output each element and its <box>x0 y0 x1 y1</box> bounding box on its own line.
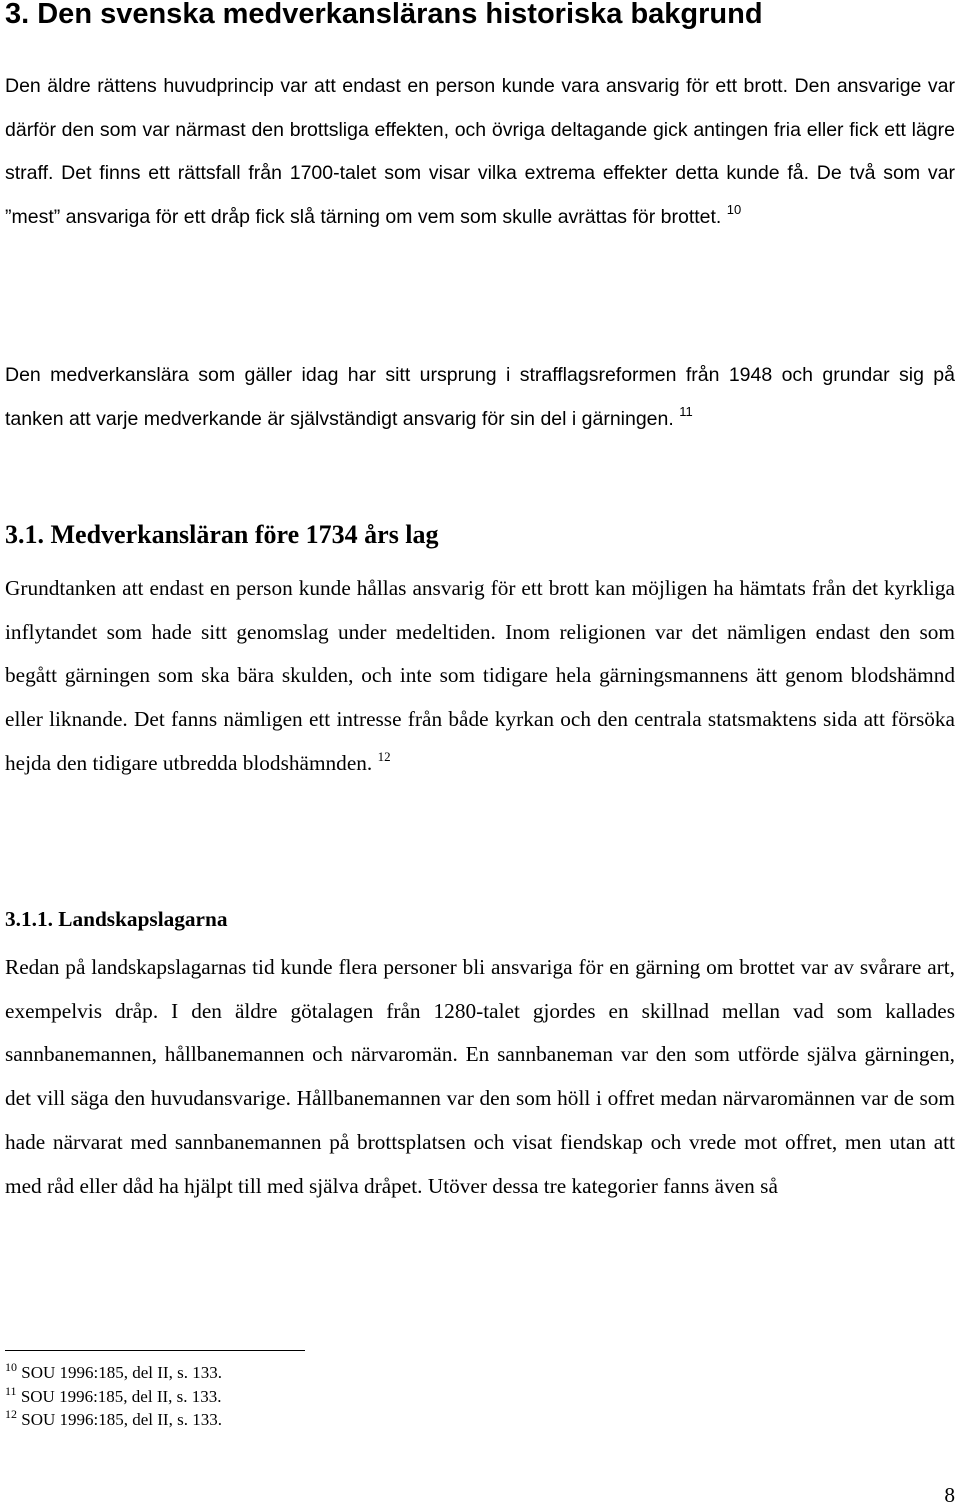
footnote-number: 11 <box>5 1383 17 1398</box>
footnote-item <box>5 1361 222 1385</box>
second-paragraph-text: Den medverkanslära som gäller idag har sitt ursprung i strafflagsreformen från 1948 och grundar sig på tanken att varje medverkande är självständigt ansvarig för sin del i gärningen. <box>5 364 955 430</box>
second-paragraph <box>5 354 955 441</box>
footnote-text: SOU 1996:185, del II, s. 133. <box>21 1410 222 1430</box>
footnote-text: SOU 1996:185, del II, s. 133. <box>21 1363 222 1382</box>
footnote-separator <box>5 1350 305 1351</box>
footnote-ref-12[interactable]: 12 <box>377 748 391 764</box>
section-heading-3-1-1: 3.1.1. Landskapslagarna <box>5 907 228 931</box>
footnote-ref-10[interactable]: 10 <box>726 202 742 218</box>
chapter-heading: 3. Den svenska medverkanslärans historiska bakgrund <box>5 0 763 30</box>
footnote-number: 10 <box>5 1360 17 1374</box>
section-heading-3-1: 3.1. Medverkansläran före 1734 års lag <box>5 520 439 549</box>
intro-paragraph <box>5 65 955 240</box>
section-3-1-paragraph <box>5 567 955 786</box>
footnote-ref-11[interactable]: 11 <box>679 403 693 419</box>
footnote-number: 12 <box>5 1407 17 1422</box>
footnote-text: SOU 1996:185, del II, s. 133. <box>20 1386 222 1406</box>
section-3-1-1-paragraph <box>5 946 955 1208</box>
page-number: 8 <box>944 1483 955 1507</box>
footnote-item <box>5 1385 222 1409</box>
section-3-1-1-text: Redan på landskapslagarnas tid kunde flera personer bli ansvariga för en gärning om brottet var av svårare art, exempelvis dråp. I den äldre götalagen från 1280-talet gjordes en skillnad mellan vad som kallades sannbanemannen, hållbanemannen och närvaromän. En sannbaneman var den som utförde själva gärningen, det vill säga den huvudansvarige. Hållbanemannen var den som höll i offret medan närvaromännen var de som hade närvarat med sannbanemannen på brottsplatsen och visat fiendskap och vrede mot offret, men utan att med råd eller dåd ha hjälpt till med själva dråpet. Utöver dessa tre kategorier fanns även så <box>5 955 955 1198</box>
footnote-list <box>5 1361 222 1432</box>
footnote-item <box>5 1408 222 1432</box>
intro-text: Den äldre rättens huvudprincip var att endast en person kunde vara ansvarig för ett brott. Den ansvarige var därför den som var närmast den brottsliga effekten, och övriga deltagande gick antingen fria eller fick ett lägre straff. Det finns ett rättsfall från 1700-talet som visar vilka extrema effekter detta kunde få. De två som var ”mest” ansvariga för ett dråp fick slå tärning om vem som skulle avrättas för brottet. <box>5 75 955 229</box>
section-3-1-text: Grundtanken att endast en person kunde hållas ansvarig för ett brott kan möjligen ha hämtats från det kyrkliga inflytandet som hade sitt genomslag under medeltiden. Inom religionen var det nämligen endast den som begått gärningen som ska bära skulden, och inte som tidigare hela gärningsmannens ätt genom blodshämnd eller liknande. Det fanns nämligen ett intresse från både kyrkan och den centrala statsmaktens sida att försöka hejda den tidigare utbredda blodshämnden. <box>5 576 955 775</box>
